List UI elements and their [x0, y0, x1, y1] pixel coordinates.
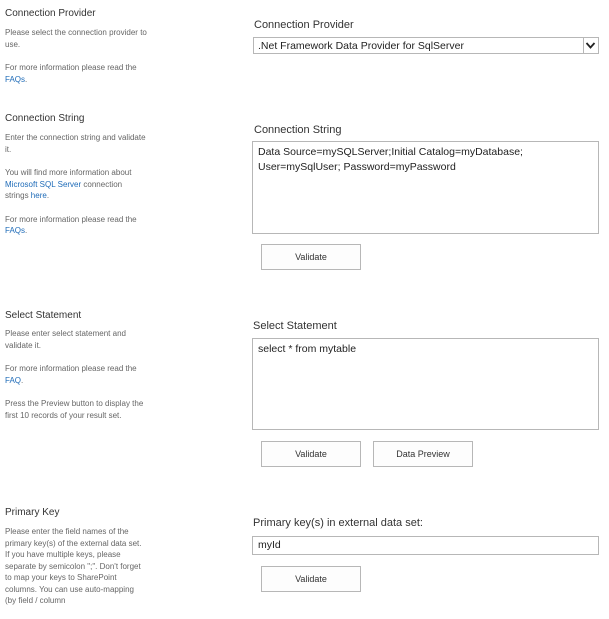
- data-preview-button[interactable]: Data Preview: [373, 441, 473, 467]
- here-link[interactable]: here: [30, 191, 47, 200]
- faq-prefix: For more information please read the: [5, 63, 137, 72]
- faq-link[interactable]: FAQ: [5, 375, 22, 385]
- select-statement-label: Select Statement: [253, 320, 337, 332]
- connection-string-more-info: [5, 167, 147, 202]
- connection-string-description: [5, 132, 147, 249]
- validate-select-button[interactable]: Validate: [261, 441, 361, 467]
- faq-suffix: .: [21, 375, 24, 385]
- faqs-link[interactable]: FAQs: [5, 226, 26, 235]
- primary-key-desc-text: Please enter the field names of the primary key(s) of the external data set. If you have multiple keys, please separate by semicolon ";". Don't forget to map your keys to SharePoint columns. You can use auto-mapping (by field / column: [5, 527, 142, 605]
- more-info-suffix: .: [46, 191, 50, 200]
- faq-suffix: .: [25, 74, 28, 84]
- section-title-connection-string: Connection String: [5, 113, 85, 124]
- connection-string-desc-text: Enter the connection string and validate it.: [5, 133, 146, 154]
- more-info-mid: connection strings: [5, 179, 123, 200]
- connection-provider-label: Connection Provider: [254, 19, 354, 31]
- connection-provider-description: [5, 27, 147, 97]
- select-statement-description: [5, 328, 147, 433]
- select-statement-preview-text: Press the Preview button to display the first 10 records of your result set.: [5, 399, 144, 420]
- faq-prefix: For more information please read the: [5, 214, 137, 224]
- chevron-down-icon[interactable]: [583, 38, 598, 53]
- connection-string-faq-text: [5, 214, 147, 237]
- connection-provider-desc-text: Please select the connection provider to use.: [5, 28, 147, 49]
- faq-prefix: For more information please read the: [5, 364, 137, 373]
- primary-key-label: Primary key(s) in external data set:: [253, 517, 423, 529]
- primary-key-description: [5, 526, 147, 619]
- validate-primary-key-button[interactable]: Validate: [261, 566, 361, 592]
- primary-key-input[interactable]: myId: [252, 536, 599, 555]
- connection-string-textarea[interactable]: Data Source=mySQLServer;Initial Catalog=myDatabase; User=mySqlUser; Password=myPassword: [252, 141, 599, 234]
- connection-provider-selected-value: .Net Framework Data Provider for SqlServer: [258, 40, 464, 52]
- validate-connection-button[interactable]: Validate: [261, 244, 361, 270]
- section-title-select-statement: Select Statement: [5, 310, 82, 321]
- connection-string-label: Connection String: [254, 124, 342, 136]
- more-info-prefix: You will find more information about: [5, 168, 132, 177]
- select-statement-desc-text: Please enter select statement and validate it.: [5, 329, 126, 350]
- faqs-link[interactable]: FAQs: [5, 74, 26, 84]
- connection-provider-select[interactable]: [253, 37, 599, 54]
- select-statement-faq-text: [5, 363, 147, 386]
- connection-provider-faq-text: [5, 62, 147, 85]
- microsoft-sql-server-link[interactable]: Microsoft SQL Server: [5, 179, 82, 189]
- select-statement-textarea[interactable]: select * from mytable: [252, 338, 599, 430]
- faq-suffix: .: [25, 226, 28, 235]
- section-title-connection-provider: Connection Provider: [5, 8, 96, 19]
- section-title-primary-key: Primary Key: [5, 507, 60, 518]
